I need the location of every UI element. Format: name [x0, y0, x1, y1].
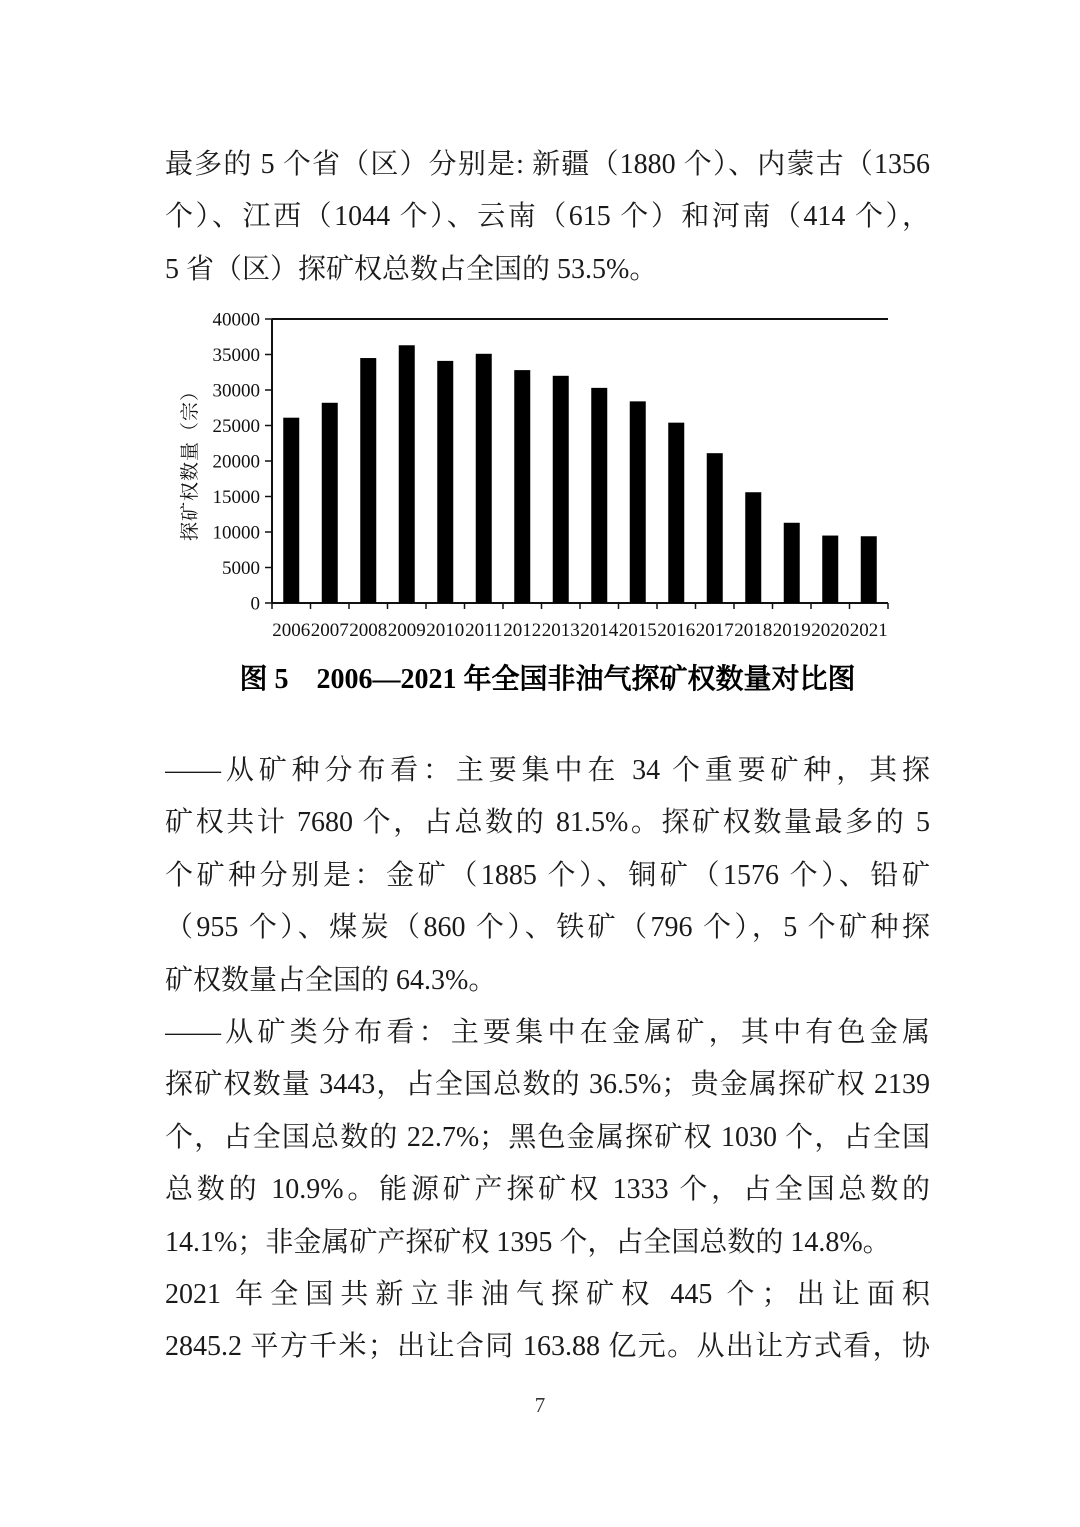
paragraph-mineral-class [165, 1007, 930, 1269]
text-line: 矿权共计 7680 个，占总数的 81.5%。探矿权数量最多的 5 [165, 807, 930, 839]
x-tick-label: 2017 [695, 620, 734, 641]
bar-2014 [591, 388, 607, 603]
text-line: 个矿种分别是：金矿（1885 个）、铜矿（1576 个）、铅矿 [165, 859, 930, 891]
bar-2020 [822, 536, 838, 603]
y-tick-label: 30000 [212, 380, 260, 402]
paragraph-mineral-type [165, 745, 930, 1007]
paragraph-new-rights-2021 [165, 1269, 930, 1374]
text-line: 2021 年全国共新立非油气探矿权 445 个；出让面积 [165, 1278, 930, 1310]
figure-5 [150, 306, 930, 651]
y-tick-label: 40000 [212, 309, 260, 331]
text-line: ——从矿种分布看：主要集中在 34 个重要矿种，其探 [165, 755, 930, 786]
page-number: 7 [534, 1393, 546, 1417]
bar-2017 [707, 453, 723, 603]
x-tick-label: 2009 [387, 620, 426, 641]
text-line: 最多的 5 个省（区）分别是: 新疆（1880 个）、内蒙古（1356 [165, 149, 930, 180]
bar-2009 [399, 345, 415, 603]
x-tick-label: 2020 [811, 620, 850, 641]
text-line: 2845.2 平方千米；出让合同 163.88 亿元。从出让方式看，协 [165, 1331, 930, 1363]
bar-2007 [322, 403, 338, 603]
y-tick-label: 35000 [212, 345, 260, 366]
y-axis-title: 探矿权数量（宗） [180, 380, 201, 542]
y-tick-label: 0 [250, 593, 260, 615]
y-tick-label: 5000 [222, 558, 260, 579]
x-tick-label: 2021 [849, 620, 888, 641]
x-tick-label: 2014 [580, 620, 619, 641]
text-line: 探矿权数量 3443，占全国总数的 36.5%；贵金属探矿权 2139 [165, 1069, 930, 1101]
y-tick-label: 10000 [212, 522, 260, 544]
text-line: ——从矿类分布看：主要集中在金属矿，其中有色金属 [165, 1016, 930, 1048]
x-tick-label: 2018 [734, 620, 773, 641]
bar-2018 [745, 492, 761, 603]
bar-chart [150, 306, 930, 651]
text-line: 14.1%；非金属矿产探矿权 1395 个，占全国总数的 14.8%。 [165, 1226, 891, 1258]
y-tick-label: 25000 [212, 416, 260, 437]
x-tick-label: 2008 [349, 620, 388, 641]
x-tick-label: 2015 [618, 620, 657, 641]
y-tick-label: 15000 [212, 487, 260, 508]
text-line: 个，占全国总数的 22.7%；黑色金属探矿权 1030 个，占全国 [165, 1121, 930, 1153]
x-tick-label: 2013 [541, 620, 580, 641]
bar-2012 [514, 370, 530, 603]
text-line: 总数的 10.9%。能源矿产探矿权 1333 个，占全国总数的 [165, 1174, 930, 1206]
x-tick-label: 2012 [503, 620, 542, 641]
bar-2016 [668, 423, 684, 603]
bar-2021 [861, 536, 877, 603]
text-line: 矿权数量占全国的 64.3%。 [165, 964, 497, 996]
x-tick-label: 2006 [272, 620, 311, 641]
body-text [165, 745, 930, 1374]
figure-caption: 图 5 2006—2021 年全国非油气探矿权数量对比图 [239, 664, 856, 695]
y-tick-label: 20000 [212, 451, 260, 473]
bar-2010 [437, 361, 453, 603]
x-tick-label: 2016 [657, 620, 696, 641]
x-tick-label: 2010 [426, 620, 465, 641]
paragraph-provinces [165, 139, 930, 296]
bar-2013 [553, 376, 569, 603]
text-line: （955 个）、煤炭（860 个）、铁矿（796 个），5 个矿种探 [165, 912, 930, 944]
x-tick-label: 2007 [310, 620, 349, 641]
bar-2015 [630, 401, 646, 603]
text-line: 5 省（区）探矿权总数占全国的 53.5%。 [165, 253, 658, 285]
bar-2019 [784, 523, 800, 603]
bar-2008 [360, 358, 376, 603]
x-tick-label: 2011 [465, 620, 503, 641]
x-tick-label: 2019 [772, 620, 811, 641]
bar-2006 [283, 418, 299, 603]
bar-2011 [476, 354, 492, 603]
text-line: 个）、江西（1044 个）、云南（615 个）和河南（414 个）， [165, 201, 930, 233]
